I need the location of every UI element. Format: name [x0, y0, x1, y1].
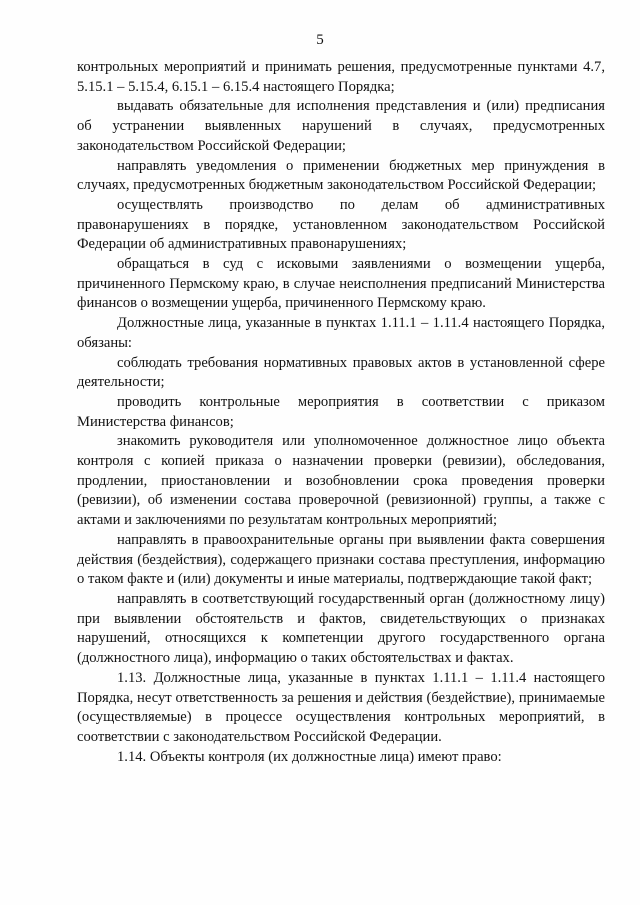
document-body — [77, 58, 605, 767]
paragraph-comply-regulations: соблюдать требования нормативных правовых актов в установленной сфере деятельности; — [77, 354, 605, 391]
paragraph-1-13: 1.13. Должностные лица, указанные в пунктах 1.11.1 – 1.11.4 настоящего Порядка, несут ответственность за решения и действия (бездействие), принимаемые (осуществляемые) в процессе осуществления контрольных мероприятий, в соответствии с законодательством Российской Федерации. — [77, 669, 605, 745]
paragraph-officials-obliged: Должностные лица, указанные в пунктах 1.11.1 – 1.11.4 настоящего Порядка, обязаны: — [77, 315, 605, 351]
paragraph-send-notifications: направлять уведомления о применении бюджетных мер принуждения в случаях, предусмотренных бюджетным законодательством Российской Федерации; — [77, 157, 605, 194]
paragraph-conduct-measures: проводить контрольные мероприятия в соответствии с приказом Министерства финансов; — [77, 393, 605, 430]
paragraph-1-14: 1.14. Объекты контроля (их должностные лица) имеют право: — [117, 748, 502, 765]
paragraph-law-enforcement: направлять в правоохранительные органы при выявлении факта совершения действия (бездействия), содержащего признаки состава преступления, информацию о таком факте и (или) документы и иные материалы, подтверждающие такой факт; — [77, 531, 605, 588]
paragraph-issue-orders: выдавать обязательные для исполнения представления и (или) предписания об устранении выявленных нарушений в случаях, предусмотренных законодательством Российской Федерации; — [77, 98, 605, 154]
paragraph-acquaint-head: знакомить руководителя или уполномоченное должностное лицо объекта контроля с копией приказа о назначении проверки (ревизии), обследования, продлении, приостановлении и возобновлении срока проведения проверки (ревизии), об изменении состава проверочной (ревизионной) группы, а также с актами и заключениями по результатам контрольных мероприятий; — [77, 433, 605, 529]
paragraph-continuation: контрольных мероприятий и принимать решения, предусмотренные пунктами 4.7, 5.15.1 – 5.15.4, 6.15.1 – 6.15.4 настоящего Порядка; — [77, 59, 605, 95]
paragraph-state-body: направлять в соответствующий государственный орган (должностному лицу) при выявлении обстоятельств и фактов, свидетельствующих о признаках нарушений, относящихся к компетенции другого государственного органа (должностного лица), информацию о таких обстоятельствах и фактах. — [77, 590, 605, 667]
page-number: 5 — [316, 32, 324, 48]
paragraph-administrative-proceedings: осуществлять производство по делам об административных правонарушениях в порядке, установленном законодательством Российской Федерации об административных правонарушениях; — [77, 196, 605, 253]
paragraph-court-claims: обращаться в суд с исковыми заявлениями о возмещении ущерба, причиненного Пермскому краю, в случае неисполнения предписаний Министерства финансов о возмещении ущерба, причиненного Пермскому краю. — [77, 256, 605, 312]
